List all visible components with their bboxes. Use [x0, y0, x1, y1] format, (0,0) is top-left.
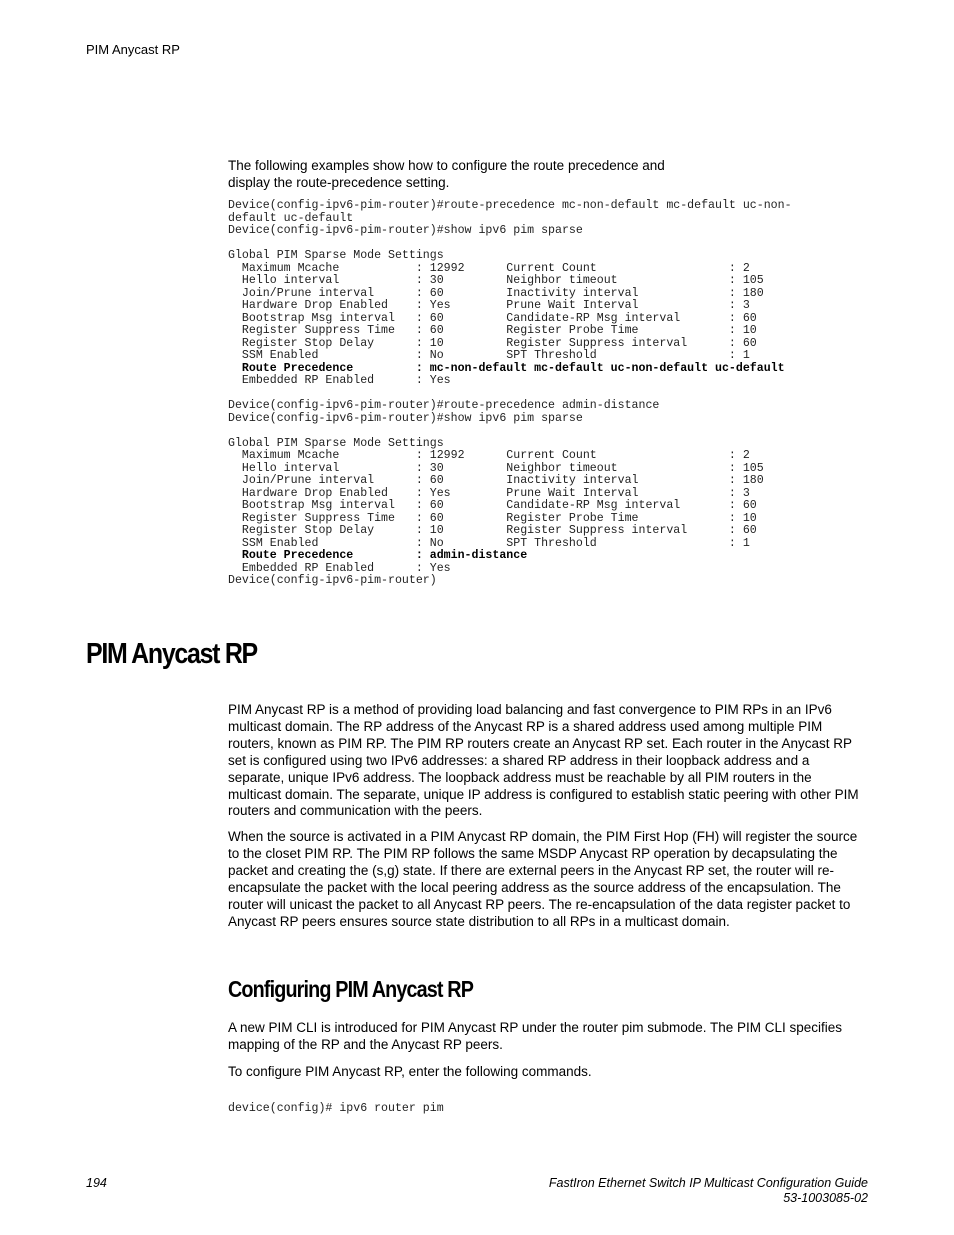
body-paragraph: A new PIM CLI is introduced for PIM Anycast RP under the router pim submode. The PIM CLI specifies mapping of the RP and the Anycast RP peers. — [228, 1020, 843, 1052]
cli-output-row: Join/Prune interval : 60 Inactivity interval : 180 — [228, 286, 764, 300]
subsection-heading: Configuring PIM Anycast RP — [228, 976, 474, 1002]
body-paragraph: PIM Anycast RP is a method of providing load balancing and fast convergence to PIM RPs in an IPv6 multicast domain. The RP address of the Anycast RP is a shared address used among multiple PIM routers, known as PIM RP. The PIM RP routers create an Anycast RP set. Each router in the Anycast RP set is configured using two IPv6 addresses: a shared RP address in their loopback address and a separate, unique IPv6 address. The loopback address must be reachable by all PIM routers in the multicast domain. The separate, unique IP address is configured to establish static peering with other PIM routers and communication with the peers. — [228, 702, 859, 819]
cli-example-block — [228, 200, 792, 588]
cli-example-block — [228, 1103, 444, 1116]
running-header: PIM Anycast RP — [86, 42, 180, 57]
cli-output-row: SSM Enabled : No SPT Threshold : 1 — [228, 349, 750, 362]
footer-guide-title: FastIron Ethernet Switch IP Multicast Configuration Guide — [548, 1176, 868, 1190]
intro-line-1: The following examples show how to configure the route precedence and — [228, 158, 665, 173]
cli-output-row: Embedded RP Enabled : Yes — [228, 374, 451, 387]
intro-line-2: display the route-precedence setting. — [228, 175, 450, 190]
intro-paragraph — [228, 157, 868, 191]
cli-output-row: SSM Enabled : No SPT Threshold : 1 — [228, 536, 750, 550]
cli-output-row: Hardware Drop Enabled : Yes Prune Wait Interval : 3 — [228, 299, 750, 312]
cli-output-heading: Global PIM Sparse Mode Settings — [228, 436, 444, 450]
footer-doc-number: 53-1003085-02 — [783, 1191, 868, 1205]
footer-guide-info — [549, 1176, 868, 1206]
cli-output-row-highlighted: Route Precedence : admin-distance — [228, 549, 528, 562]
cli-output-row: Bootstrap Msg interval : 60 Candidate-RP Msg interval : 60 — [228, 311, 757, 325]
body-paragraph: To configure PIM Anycast RP, enter the following commands. — [228, 1064, 592, 1079]
body-paragraph: When the source is activated in a PIM Anycast RP domain, the PIM First Hop (FH) will register the source to the closet PIM RP. The PIM RP follows the same MSDP Anycast RP operation by decapsulating the packet and creating the (s,g) state. If there are external peers in the Anycast RP set, the router will re-encapsulate the packet with the local peering address as the source address of the encapsulation. The router will unicast the packet to all Anycast RP peers. The re-encapsulation of the data register packet to Anycast RP peers ensures source state distribution to all RPs in a multicast domain. — [228, 829, 858, 929]
cli-output-row: Maximum Mcache : 12992 Current Count : 2 — [228, 449, 750, 462]
cli-prompt: Device(config-ipv6-pim-router) — [228, 574, 437, 587]
cli-output-row: Hello interval : 30 Neighbor timeout : 105 — [228, 461, 764, 475]
cli-command: device(config)# ipv6 router pim — [228, 1102, 444, 1115]
cli-command: Device(config-ipv6-pim-router)#route-precedence admin-distance — [228, 399, 660, 412]
cli-output-row: Hardware Drop Enabled : Yes Prune Wait Interval : 3 — [228, 486, 750, 500]
section-heading: PIM Anycast RP — [86, 638, 257, 670]
cli-output-row: Maximum Mcache : 12992 Current Count : 2 — [228, 261, 750, 275]
cli-command-continuation: default uc-default — [228, 211, 354, 225]
cli-output-row: Register Stop Delay : 10 Register Suppress interval : 60 — [228, 336, 757, 350]
cli-output-row: Join/Prune interval : 60 Inactivity interval : 180 — [228, 474, 764, 487]
cli-command: Device(config-ipv6-pim-router)#route-precedence mc-non-default mc-default uc-non- — [228, 199, 792, 212]
cli-command: Device(config-ipv6-pim-router)#show ipv6 pim sparse — [228, 411, 583, 425]
cli-output-row: Bootstrap Msg interval : 60 Candidate-RP Msg interval : 60 — [228, 499, 757, 512]
cli-output-row: Register Suppress Time : 60 Register Probe Time : 10 — [228, 511, 757, 525]
cli-output-row: Register Suppress Time : 60 Register Probe Time : 10 — [228, 324, 757, 337]
cli-output-row: Embedded RP Enabled : Yes — [228, 561, 451, 575]
cli-output-row: Register Stop Delay : 10 Register Suppress interval : 60 — [228, 524, 757, 537]
page-number: 194 — [86, 1176, 107, 1190]
cli-output-row: Hello interval : 30 Neighbor timeout : 105 — [228, 274, 764, 287]
cli-command: Device(config-ipv6-pim-router)#show ipv6 pim sparse — [228, 224, 583, 237]
cli-output-row-highlighted: Route Precedence : mc-non-default mc-default uc-non-default uc-default — [228, 361, 785, 375]
cli-output-heading: Global PIM Sparse Mode Settings — [228, 249, 444, 262]
